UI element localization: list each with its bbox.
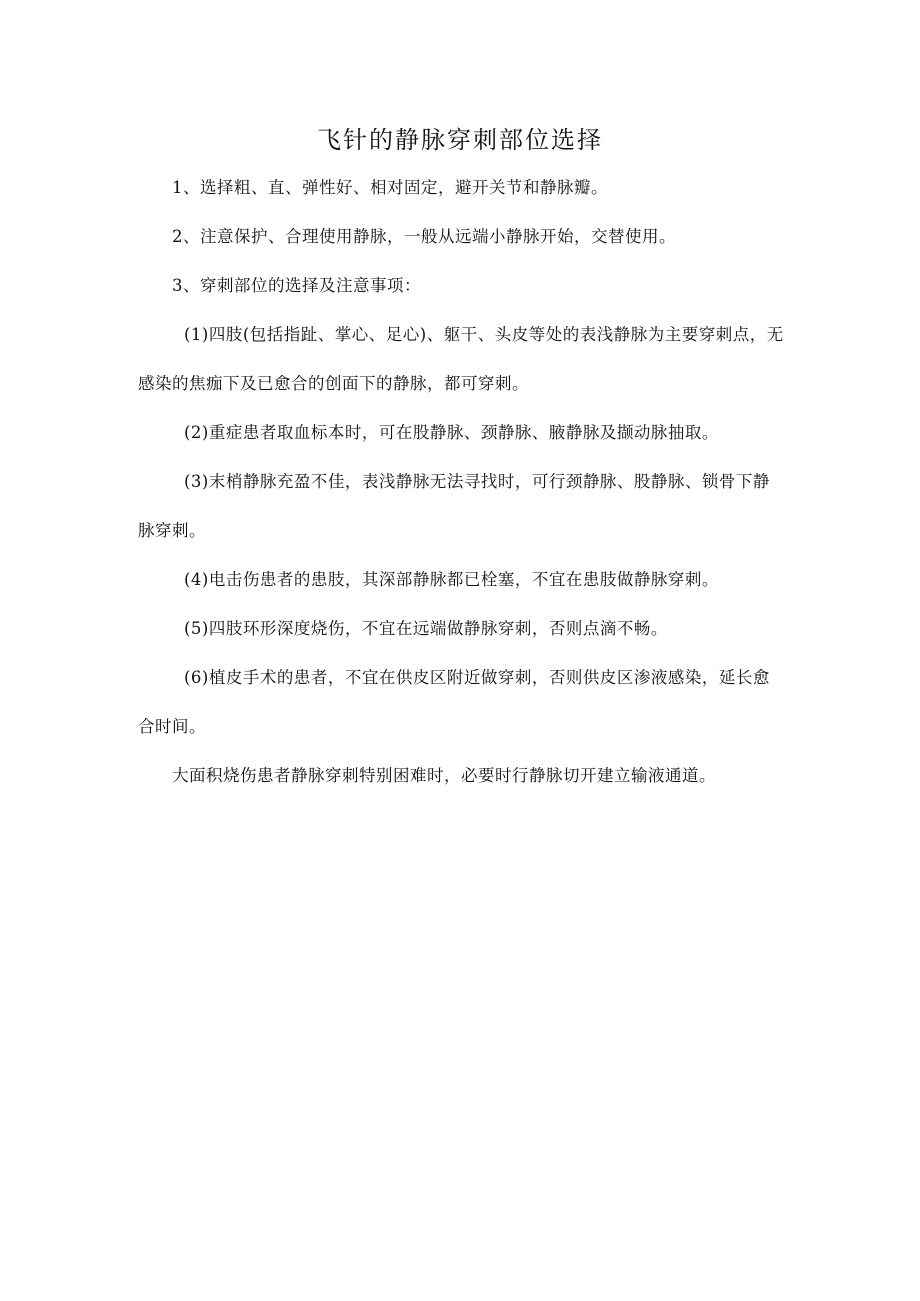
paragraph-item-3: (3)末梢静脉充盈不佳，表浅静脉无法寻找时，可行颈静脉、股静脉、锁骨下静脉穿刺。: [138, 472, 770, 540]
document-title: 飞针的静脉穿刺部位选择: [317, 126, 603, 154]
paragraph-item-4: (4)电击伤患者的患肢，其深部静脉都已栓塞，不宜在患肢做静脉穿刺。: [184, 570, 719, 589]
paragraph-item-2: (2)重症患者取血标本时，可在股静脉、颈静脉、腋静脉及撷动脉抽取。: [184, 423, 719, 442]
paragraph-2: 2、注意保护、合理使用静脉，一般从远端小静脉开始，交替使用。: [172, 227, 676, 246]
paragraph-1: 1、选择粗、直、弹性好、相对固定，避开关节和静脉瓣。: [172, 178, 608, 197]
paragraph-item-1: (1)四肢(包括指趾、掌心、足心)、躯干、头皮等处的表浅静脉为主要穿刺点，无感染的焦痂下及已愈合的创面下的静脉，都可穿刺。: [138, 325, 784, 393]
paragraph-3: 3、穿刺部位的选择及注意事项：: [172, 276, 421, 295]
paragraph-item-5: (5)四肢环形深度烧伤，不宜在远端做静脉穿刺，否则点滴不畅。: [184, 619, 668, 638]
paragraph-item-6: (6)植皮手术的患者，不宜在供皮区附近做穿刺，否则供皮区渗液感染，延长愈合时间。: [138, 668, 770, 736]
paragraph-conclusion: 大面积烧伤患者静脉穿刺特别困难时，必要时行静脉切开建立输液通道。: [172, 766, 716, 785]
